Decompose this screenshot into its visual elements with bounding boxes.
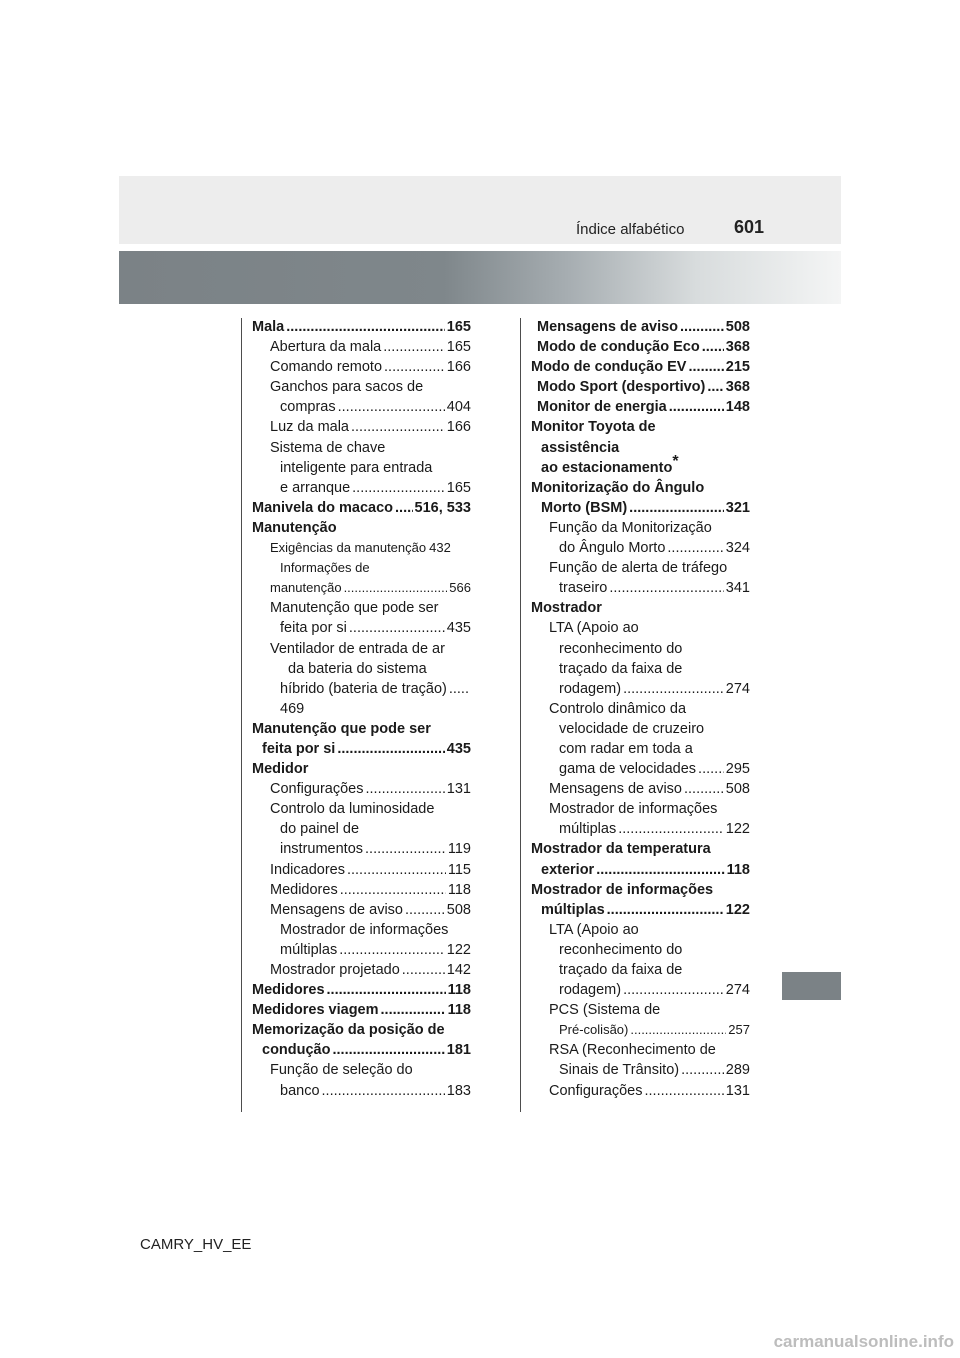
- index-subentry: Mostrador projetado ..... 142: [252, 960, 471, 980]
- index-subentry: Configurações ..... 131: [252, 779, 471, 799]
- index-subentry: Manutenção que pode ser feita por si ..... 435: [252, 598, 471, 638]
- index-entry: Mensagens de aviso ..... 508: [531, 317, 750, 337]
- index-subentry: Ganchos para sacos de compras ..... 404: [252, 377, 471, 417]
- index-subentry: Mostrador de informações múltiplas ..... 122: [531, 799, 750, 839]
- index-subentry: Indicadores ..... 115: [252, 860, 471, 880]
- index-subentry: Abertura da mala ..... 165: [252, 337, 471, 357]
- index-subentry: Mostrador de informações múltiplas ..... 122: [252, 920, 471, 960]
- index-entry: Monitor de energia ..... 148: [531, 397, 750, 417]
- index-entry: Manivela do macaco ..... 516, 533: [252, 498, 471, 518]
- index-subentry: RSA (Reconhecimento de Sinais de Trânsito) ..... 289: [531, 1040, 750, 1080]
- index-subentry: Informações de manutenção ..... 566: [252, 558, 471, 598]
- index-column-left: [252, 317, 471, 1101]
- index-subentry: Exigências da manutenção 432: [270, 540, 451, 556]
- index-subentry: Ventilador de entrada de ar da bateria do sistema híbrido (bateria de tração) ..... 469: [252, 639, 471, 719]
- index-subentry: LTA (Apoio ao reconhecimento do traçado da faixa de rodagem) ..... 274: [531, 618, 750, 698]
- index-subentry: Função de seleção do banco ..... 183: [252, 1060, 471, 1100]
- page-number: 601: [734, 217, 765, 237]
- index-entry: Manutenção: [252, 519, 337, 536]
- watermark: carmanualsonline.info: [773, 1332, 954, 1351]
- index-entry: Mostrador: [531, 600, 602, 617]
- section-gradient-bar: [119, 251, 841, 304]
- index-entry: Medidor: [252, 761, 309, 778]
- index-entry: Memorização da posição de condução ..... 181: [252, 1020, 471, 1060]
- index-subentry: Controlo dinâmico da velocidade de cruzeiro com radar em toda a gama de velocidades ..... 295: [531, 699, 750, 779]
- section-thumb-tab: [782, 972, 841, 1000]
- index-subentry: Mensagens de aviso ..... 508: [252, 900, 471, 920]
- index-entry: Modo Sport (desportivo) ..... 368: [531, 377, 750, 397]
- index-subentry: PCS (Sistema de Pré-colisão) ..... 257: [531, 1000, 750, 1040]
- index-subentry: Mensagens de aviso ..... 508: [531, 779, 750, 799]
- right-column-rule: [520, 318, 521, 1112]
- index-entry: Modo de condução EV ..... 215: [531, 357, 750, 377]
- index-subentry: Configurações ..... 131: [531, 1081, 750, 1101]
- index-subentry: Função da Monitorização do Ângulo Morto ..... 324: [531, 518, 750, 558]
- document-code: CAMRY_HV_EE: [140, 1236, 252, 1253]
- header-band: [119, 176, 841, 244]
- index-entry: Monitor Toyota de assistência ao estacionamento*: [531, 419, 679, 476]
- index-subentry: Luz da mala ..... 166: [252, 417, 471, 437]
- index-entry: Mostrador da temperatura exterior ..... 118: [531, 839, 750, 879]
- index-column-right: [531, 317, 750, 1101]
- index-entry: Modo de condução Eco ..... 368: [531, 337, 750, 357]
- left-column-rule: [241, 318, 242, 1112]
- index-entry: Medidores ..... 118: [252, 980, 471, 1000]
- index-subentry: Função de alerta de tráfego traseiro ..... 341: [531, 558, 750, 598]
- index-subentry: Medidores ..... 118: [252, 880, 471, 900]
- footnote-asterisk: *: [672, 452, 679, 470]
- page-title: Índice alfabético: [576, 221, 685, 238]
- index-entry: Monitorização do Ângulo Morto (BSM) ..... 321: [531, 478, 750, 518]
- index-subentry: Controlo da luminosidade do painel de instrumentos ..... 119: [252, 799, 471, 859]
- index-subentry: LTA (Apoio ao reconhecimento do traçado da faixa de rodagem) ..... 274: [531, 920, 750, 1000]
- index-entry: Mala ..... 165: [252, 317, 471, 337]
- index-subentry: Comando remoto ..... 166: [252, 357, 471, 377]
- index-entry: Manutenção que pode ser feita por si ..... 435: [252, 719, 471, 759]
- index-entry: Medidores viagem ..... 118: [252, 1000, 471, 1020]
- index-subentry: Sistema de chave inteligente para entrada e arranque ..... 165: [252, 438, 471, 498]
- index-entry: Mostrador de informações múltiplas ..... 122: [531, 880, 750, 920]
